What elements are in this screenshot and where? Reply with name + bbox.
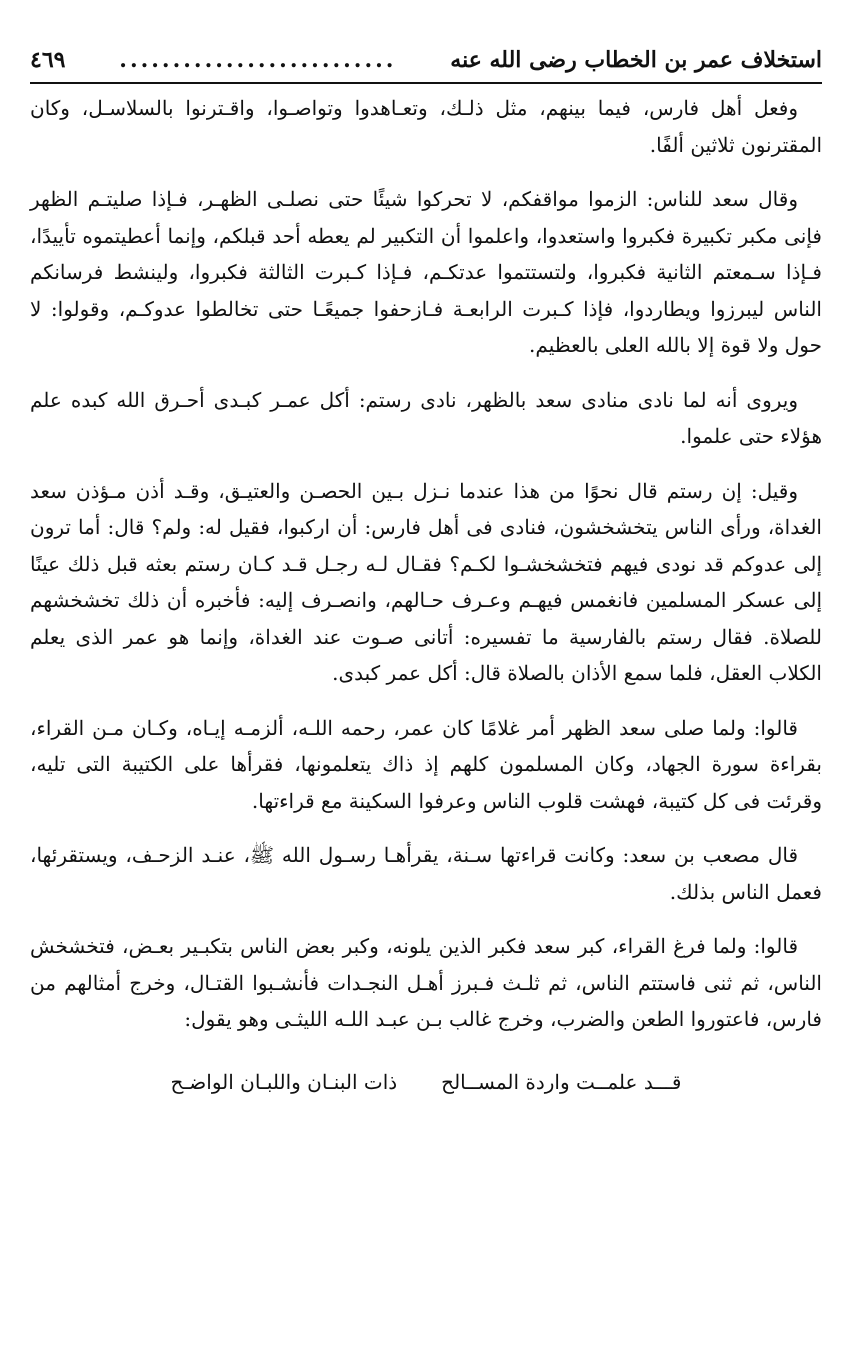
paragraph: ويروى أنه لما نادى منادى سعد بالظهر، نادى رستم: أكل عمـر كبـدى أحـرق الله كبده علم هؤلاء حتى علموا. (30, 387, 822, 448)
verse-first-hemistich: قـــد علمــت واردة المســالح (441, 1069, 682, 1094)
page-number: ٤٦٩ (30, 47, 66, 73)
paragraph: قالوا: ولما صلى سعد الظهر أمر غلامًا كان عمر، رحمه اللـه، ألزمـه إيـاه، وكـان مـن القراء، بقراءة سورة الجهاد، وكان المسلمون كلهم إذ ذاك يتعلمونها، فقرأها على الكتيبة التى تليه، وقرئت فى كل كتيبة، فهشت قلوب الناس وعرفوا السكينة مع قراءتها. (30, 715, 822, 813)
verse-second-hemistich: ذات البنـان واللبـان الواضـح (170, 1069, 398, 1094)
body-text (30, 90, 822, 1100)
paragraph: وفعل أهل فارس، فيما بينهم، مثل ذلـك، وتعـاهدوا وتواصـوا، واقـترنوا بالسلاسـل، وكان المقترنون ثلاثين ألفًا. (30, 96, 822, 157)
running-header (30, 38, 822, 84)
paragraph: قالوا: ولما فرغ القراء، كبر سعد فكبر الذين يلونه، وكبر بعض الناس بتكبـير بعـض، فتخشخش الناس، ثم ثنى فاستتم الناس، ثم ثلـث فـبرز أهـل النجـدات فأنشـبوا القتـال، وخرج أمثالهم من فارس، فاعتوروا الطعن والضرب، وخرج غالب بـن عبـد اللـه الليثـى وهو يقول: (30, 934, 822, 1031)
paragraph: وقيل: إن رستم قال نحوًا من هذا عندما نـزل بـين الحصـن والعتيـق، وقـد أذن مـؤذن سعد الغداة، ورأى الناس يتخشخشون، فنادى فى أهل فارس: أن اركبوا، فقيل له: ولم؟ قال: أما ترون إلى عدوكم قد نودى فيهم فتخشخشـوا لكـم؟ فقـال لـه رجـل قـد كـان رستم بعثه قبل ذلك عينًا إلى عسكر المسلمين فانغمس فيهـم وعـرف حـالهم، وانصـرف إليه: فأخبره أن ذلك تخشخشهم للصلاة. فقال رستم بالفارسية ما تفسيره: أتانى صـوت عند الغداة، وإنما هو عمر الذى يعلم الكلاب العقل، فلما سمع الأذان بالصلاة قال: أكل عمر كبدى. (30, 478, 822, 685)
paragraph: قال مصعب بن سعد: وكانت قراءتها سـنة، يقرأهـا رسـول الله ﷺ، عنـد الزحـف، ويستقرئها، فعمل الناس بذلك. (30, 843, 822, 904)
chapter-title: استخلاف عمر بن الخطاب رضى الله عنه (450, 47, 822, 73)
poetry-verse (30, 1064, 822, 1100)
leader-dots: .......................... (119, 47, 397, 73)
paragraph: وقال سعد للناس: الزموا مواقفكم، لا تحركوا شيئًا حتى نصلـى الظهـر، فـإذا صليتـم الظهر فإنى مكبر تكبيرة فكبروا واستعدوا، واعلموا أن التكبير لم يعطه أحد قبلكم، وإنما أعطيتموه تأييدًا، فـإذا سـمعتم الثانية فكبروا، ولتستتموا عدتكـم، فـإذا كـبرت الثالثة فكبروا، ولينشط فرسانكم الناس ليبرزوا ويطاردوا، فإذا كـبرت الرابعـة فـازحفوا جميعًـا حتى تخالطوا عدوكـم، وقولوا: لا حول ولا قوة إلا بالله العلى بالعظيم. (30, 187, 822, 357)
